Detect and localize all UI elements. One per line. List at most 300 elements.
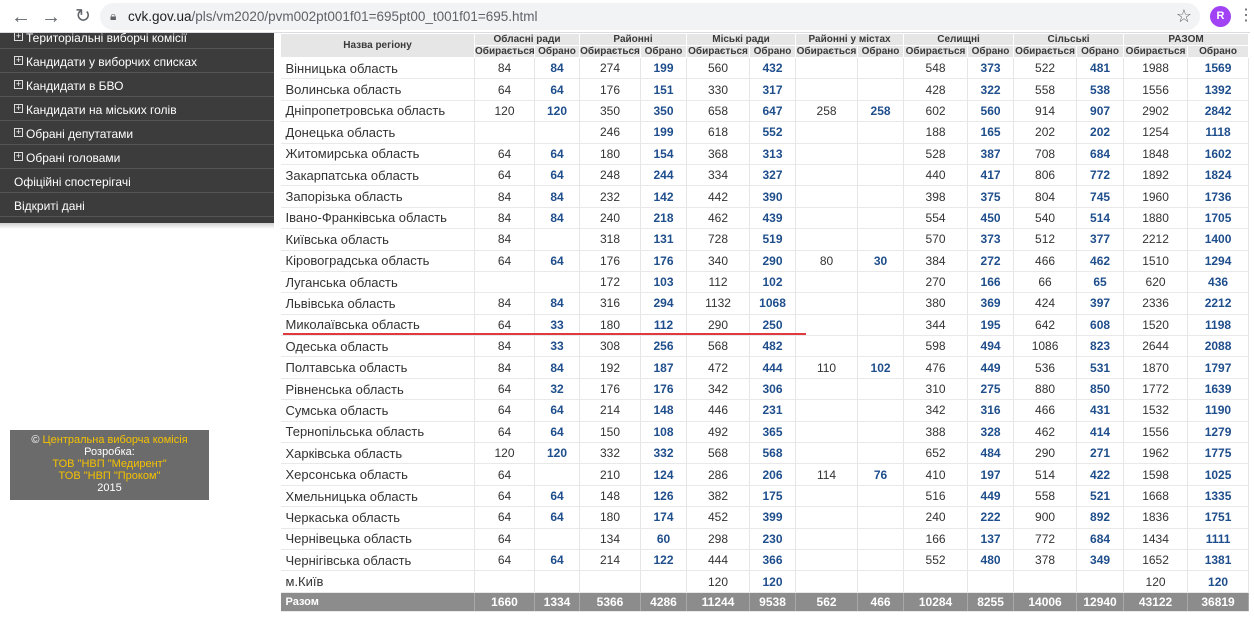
candidates-cell bbox=[904, 571, 968, 592]
region-name: Івано-Франківська область bbox=[281, 207, 475, 228]
elected-cell: 1118 bbox=[1188, 122, 1249, 143]
elected-cell: 122 bbox=[641, 549, 687, 570]
candidates-cell: 286 bbox=[687, 464, 750, 485]
candidates-cell: 1652 bbox=[1124, 549, 1188, 570]
candidates-cell: 298 bbox=[687, 528, 750, 549]
expand-plus-icon[interactable]: + bbox=[15, 55, 22, 66]
table-row bbox=[281, 378, 1249, 399]
elected-cell: 84 bbox=[535, 207, 580, 228]
sub-header-candidates: Обирається bbox=[904, 46, 968, 58]
elected-cell: 328 bbox=[968, 421, 1014, 442]
elected-cell: 349 bbox=[1077, 549, 1124, 570]
elected-cell bbox=[858, 122, 904, 143]
candidates-cell: 728 bbox=[687, 229, 750, 250]
candidates-cell: 512 bbox=[1014, 229, 1077, 250]
candidates-cell: 562 bbox=[796, 592, 858, 611]
elected-cell: 1569 bbox=[1188, 58, 1249, 79]
candidates-cell: 570 bbox=[904, 229, 968, 250]
candidates-cell: 772 bbox=[1014, 528, 1077, 549]
candidates-cell: 410 bbox=[904, 464, 968, 485]
candidates-cell: 310 bbox=[904, 378, 968, 399]
candidates-cell: 240 bbox=[580, 207, 641, 228]
sub-header-elected: Обрано bbox=[968, 46, 1014, 58]
candidates-cell: 64 bbox=[475, 528, 535, 549]
candidates-cell: 240 bbox=[904, 507, 968, 528]
elected-cell: 436 bbox=[1188, 271, 1249, 292]
candidates-cell: 388 bbox=[904, 421, 968, 442]
candidates-cell: 120 bbox=[1124, 571, 1188, 592]
sidebar-item[interactable] bbox=[0, 193, 274, 217]
elected-cell bbox=[535, 229, 580, 250]
elected-cell: 684 bbox=[1077, 143, 1124, 164]
candidates-cell: 2212 bbox=[1124, 229, 1188, 250]
candidates-cell: 466 bbox=[1014, 400, 1077, 421]
candidates-cell: 64 bbox=[475, 164, 535, 185]
elected-cell bbox=[858, 421, 904, 442]
elected-cell: 84 bbox=[535, 293, 580, 314]
table-row bbox=[281, 250, 1249, 271]
elected-cell: 1025 bbox=[1188, 464, 1249, 485]
candidates-cell bbox=[796, 143, 858, 164]
region-name: м.Київ bbox=[281, 571, 475, 592]
candidates-cell: 554 bbox=[904, 207, 968, 228]
candidates-cell: 5366 bbox=[580, 592, 641, 611]
sidebar-item-label: Кандидати на міських голів bbox=[26, 102, 177, 117]
table-row bbox=[281, 143, 1249, 164]
elected-cell: 439 bbox=[750, 207, 796, 228]
elected-cell: 373 bbox=[968, 229, 1014, 250]
candidates-cell: 548 bbox=[904, 58, 968, 79]
candidates-cell: 214 bbox=[580, 549, 641, 570]
bookmark-star-icon[interactable]: ☆ bbox=[1175, 6, 1192, 26]
candidates-cell: 232 bbox=[580, 186, 641, 207]
elected-cell: 1198 bbox=[1188, 314, 1249, 335]
elected-cell: 165 bbox=[968, 122, 1014, 143]
elected-cell: 494 bbox=[968, 336, 1014, 357]
candidates-cell bbox=[475, 122, 535, 143]
elected-cell: 36819 bbox=[1188, 592, 1249, 611]
region-name: Вінницька область bbox=[281, 58, 475, 79]
sidebar-item[interactable] bbox=[0, 169, 274, 193]
candidates-cell bbox=[796, 186, 858, 207]
sub-header-candidates: Обирається bbox=[580, 46, 640, 57]
region-name: Одеська область bbox=[281, 336, 475, 357]
candidates-cell: 440 bbox=[904, 164, 968, 185]
elected-cell: 124 bbox=[641, 464, 687, 485]
candidates-cell: 84 bbox=[475, 186, 535, 207]
candidates-cell: 1598 bbox=[1124, 464, 1188, 485]
elected-cell: 64 bbox=[535, 507, 580, 528]
region-name: Волинська область bbox=[281, 79, 475, 100]
elected-cell: 166 bbox=[968, 271, 1014, 292]
candidates-cell bbox=[475, 571, 535, 592]
elected-cell bbox=[858, 336, 904, 357]
candidates-cell: 308 bbox=[580, 336, 641, 357]
expand-plus-icon[interactable]: + bbox=[15, 31, 22, 42]
candidates-cell bbox=[796, 229, 858, 250]
elected-cell: 84 bbox=[535, 186, 580, 207]
candidates-cell: 84 bbox=[475, 58, 535, 79]
elected-cell: 484 bbox=[968, 443, 1014, 464]
candidates-cell: 914 bbox=[1014, 100, 1077, 121]
sub-header-elected: Обрано bbox=[1077, 46, 1124, 58]
highlight-underline bbox=[283, 333, 806, 335]
elected-cell: 64 bbox=[535, 79, 580, 100]
candidates-cell: 536 bbox=[1014, 357, 1077, 378]
elected-cell bbox=[858, 79, 904, 100]
table-row bbox=[281, 507, 1249, 528]
candidates-cell: 64 bbox=[475, 378, 535, 399]
elected-cell: 377 bbox=[1077, 229, 1124, 250]
elected-cell bbox=[858, 164, 904, 185]
elected-cell: 552 bbox=[750, 122, 796, 143]
candidates-cell: 446 bbox=[687, 400, 750, 421]
candidates-cell: 64 bbox=[475, 79, 535, 100]
elected-cell: 65 bbox=[1077, 271, 1124, 292]
sidebar-item-label: Кандидати у виборчих списках bbox=[26, 54, 197, 69]
sub-header-candidates: Обирається bbox=[1124, 46, 1188, 58]
candidates-cell bbox=[796, 485, 858, 506]
candidates-cell: 1962 bbox=[1124, 443, 1188, 464]
candidates-cell: 342 bbox=[687, 378, 750, 399]
elected-cell: 466 bbox=[858, 592, 904, 611]
elected-cell: 519 bbox=[750, 229, 796, 250]
candidates-cell: 462 bbox=[1014, 421, 1077, 442]
candidates-cell: 516 bbox=[904, 485, 968, 506]
table-row bbox=[281, 271, 1249, 292]
expand-plus-icon[interactable]: + bbox=[15, 103, 22, 114]
elected-cell: 449 bbox=[968, 357, 1014, 378]
candidates-cell bbox=[796, 571, 858, 592]
candidates-cell: 114 bbox=[796, 464, 858, 485]
candidates-cell: 652 bbox=[904, 443, 968, 464]
elected-cell bbox=[858, 443, 904, 464]
elected-cell: 4286 bbox=[641, 592, 687, 611]
candidates-cell bbox=[796, 400, 858, 421]
candidates-cell: 1434 bbox=[1124, 528, 1188, 549]
regions-table bbox=[280, 33, 1249, 612]
elected-cell: 175 bbox=[750, 485, 796, 506]
region-name: Львівська область bbox=[281, 293, 475, 314]
elected-cell: 1111 bbox=[1188, 528, 1249, 549]
candidates-cell: 334 bbox=[687, 164, 750, 185]
candidates-cell: 112 bbox=[687, 271, 750, 292]
copyright-symbol: © bbox=[31, 434, 40, 446]
elected-cell: 1797 bbox=[1188, 357, 1249, 378]
elected-cell bbox=[858, 186, 904, 207]
sidebar-item[interactable] bbox=[0, 49, 274, 73]
group-header: РАЗОМ bbox=[1124, 34, 1249, 46]
candidates-cell: 120 bbox=[475, 100, 535, 121]
candidates-cell: 318 bbox=[580, 229, 641, 250]
elected-cell: 197 bbox=[968, 464, 1014, 485]
sub-header-candidates: Обирається bbox=[1015, 46, 1075, 57]
table-row bbox=[281, 528, 1249, 549]
elected-cell: 271 bbox=[1077, 443, 1124, 464]
elected-cell: 1279 bbox=[1188, 421, 1249, 442]
elected-cell: 199 bbox=[641, 58, 687, 79]
candidates-cell: 880 bbox=[1014, 378, 1077, 399]
expand-plus-icon[interactable]: + bbox=[15, 79, 22, 90]
candidates-cell bbox=[796, 507, 858, 528]
sidebar-item[interactable] bbox=[0, 97, 274, 121]
elected-cell bbox=[858, 507, 904, 528]
elected-cell: 444 bbox=[750, 357, 796, 378]
table-row bbox=[281, 186, 1249, 207]
more-menu-icon[interactable]: ⋮ bbox=[1238, 7, 1254, 24]
elected-cell: 126 bbox=[641, 485, 687, 506]
candidates-cell: 442 bbox=[687, 186, 750, 207]
region-name: Миколаївська область bbox=[281, 314, 475, 335]
elected-cell: 450 bbox=[968, 207, 1014, 228]
elected-cell: 449 bbox=[968, 485, 1014, 506]
candidates-cell: 172 bbox=[580, 271, 641, 292]
sidebar-item-label: Обрані головами bbox=[26, 150, 121, 165]
elected-cell: 431 bbox=[1077, 400, 1124, 421]
table-row bbox=[281, 336, 1249, 357]
elected-cell: 102 bbox=[858, 357, 904, 378]
candidates-cell: 598 bbox=[904, 336, 968, 357]
elected-cell: 414 bbox=[1077, 421, 1124, 442]
elected-cell: 176 bbox=[641, 378, 687, 399]
profile-avatar[interactable]: R bbox=[1210, 6, 1231, 27]
candidates-cell: 84 bbox=[475, 293, 535, 314]
elected-cell: 272 bbox=[968, 250, 1014, 271]
elected-cell: 313 bbox=[750, 143, 796, 164]
elected-cell: 2212 bbox=[1188, 293, 1249, 314]
elected-cell bbox=[858, 378, 904, 399]
candidates-cell: 462 bbox=[687, 207, 750, 228]
results-panel bbox=[280, 33, 1250, 623]
expand-plus-icon[interactable]: + bbox=[15, 127, 22, 138]
sidebar-item[interactable] bbox=[0, 145, 274, 169]
candidates-cell: 342 bbox=[904, 400, 968, 421]
candidates-cell: 1520 bbox=[1124, 314, 1188, 335]
candidates-cell: 1086 bbox=[1014, 336, 1077, 357]
elected-cell: 560 bbox=[968, 100, 1014, 121]
candidates-cell: 2336 bbox=[1124, 293, 1188, 314]
elected-cell: 137 bbox=[968, 528, 1014, 549]
elected-cell: 32 bbox=[535, 378, 580, 399]
group-header: Районні у містах bbox=[796, 34, 904, 46]
elected-cell: 195 bbox=[968, 314, 1014, 335]
candidates-cell: 1132 bbox=[687, 293, 750, 314]
candidates-cell: 214 bbox=[580, 400, 641, 421]
candidates-cell: 64 bbox=[475, 464, 535, 485]
elected-cell bbox=[858, 271, 904, 292]
elected-cell bbox=[858, 293, 904, 314]
elected-cell: 64 bbox=[535, 485, 580, 506]
candidates-cell: 176 bbox=[580, 250, 641, 271]
elected-cell: 684 bbox=[1077, 528, 1124, 549]
elected-cell: 1736 bbox=[1188, 186, 1249, 207]
candidates-cell: 66 bbox=[1014, 271, 1077, 292]
candidates-cell: 558 bbox=[1014, 79, 1077, 100]
elected-cell: 103 bbox=[641, 271, 687, 292]
sidebar-item-label: Відкриті дані bbox=[14, 198, 85, 213]
group-header: Міські ради bbox=[687, 34, 796, 46]
candidates-cell: 10284 bbox=[904, 592, 968, 611]
elected-cell bbox=[858, 571, 904, 592]
table-row bbox=[281, 122, 1249, 143]
candidates-cell: 806 bbox=[1014, 164, 1077, 185]
sidebar-item-label: Обрані депутатами bbox=[26, 126, 134, 141]
elected-cell: 148 bbox=[641, 400, 687, 421]
region-name: Тернопільська область bbox=[281, 421, 475, 442]
candidates-cell: 1880 bbox=[1124, 207, 1188, 228]
candidates-cell bbox=[796, 421, 858, 442]
table-row bbox=[281, 293, 1249, 314]
candidates-cell: 1660 bbox=[475, 592, 535, 611]
region-name: Черкаська область bbox=[281, 507, 475, 528]
total-row bbox=[281, 592, 1249, 611]
elected-cell: 120 bbox=[1188, 571, 1249, 592]
elected-cell bbox=[535, 271, 580, 292]
elected-cell: 258 bbox=[858, 100, 904, 121]
region-name: Луганська область bbox=[281, 271, 475, 292]
elected-cell: 892 bbox=[1077, 507, 1124, 528]
elected-cell: 131 bbox=[641, 229, 687, 250]
region-name: Дніпропетровська область bbox=[281, 100, 475, 121]
forward-arrow-icon[interactable]: → bbox=[41, 6, 61, 28]
candidates-cell: 620 bbox=[1124, 271, 1188, 292]
elected-cell: 322 bbox=[968, 79, 1014, 100]
table-row bbox=[281, 421, 1249, 442]
candidates-cell bbox=[796, 443, 858, 464]
candidates-cell: 1870 bbox=[1124, 357, 1188, 378]
elected-cell: 1335 bbox=[1188, 485, 1249, 506]
group-header: Сільські bbox=[1014, 34, 1124, 46]
elected-cell: 1068 bbox=[750, 293, 796, 314]
candidates-cell: 658 bbox=[687, 100, 750, 121]
candidates-cell: 180 bbox=[580, 143, 641, 164]
candidates-cell: 514 bbox=[1014, 464, 1077, 485]
candidates-cell: 202 bbox=[1014, 122, 1077, 143]
table-row bbox=[281, 549, 1249, 570]
candidates-cell: 368 bbox=[687, 143, 750, 164]
region-name: Сумська область bbox=[281, 400, 475, 421]
sidebar-item[interactable] bbox=[0, 25, 274, 49]
sub-header-candidates: Обирається bbox=[796, 46, 857, 57]
elected-cell: 33 bbox=[535, 314, 580, 335]
elected-cell: 1775 bbox=[1188, 443, 1249, 464]
candidates-cell: 568 bbox=[687, 443, 750, 464]
elected-cell: 174 bbox=[641, 507, 687, 528]
elected-cell bbox=[858, 143, 904, 164]
elected-cell: 568 bbox=[750, 443, 796, 464]
candidates-cell: 270 bbox=[904, 271, 968, 292]
credits-dev-2[interactable]: ТОВ "НВП "Проком" bbox=[58, 470, 161, 482]
elected-cell: 64 bbox=[535, 400, 580, 421]
candidates-cell: 84 bbox=[475, 336, 535, 357]
candidates-cell: 64 bbox=[475, 421, 535, 442]
region-name: Харківська область bbox=[281, 443, 475, 464]
elected-cell: 850 bbox=[1077, 378, 1124, 399]
elected-cell: 8255 bbox=[968, 592, 1014, 611]
elected-cell: 432 bbox=[750, 58, 796, 79]
elected-cell: 373 bbox=[968, 58, 1014, 79]
candidates-cell: 290 bbox=[1014, 443, 1077, 464]
sub-header-elected: Обрано bbox=[641, 46, 687, 58]
candidates-cell bbox=[796, 164, 858, 185]
sidebar-menu bbox=[0, 30, 274, 223]
elected-cell: 112 bbox=[641, 314, 687, 335]
candidates-cell: 1848 bbox=[1124, 143, 1188, 164]
elected-cell: 327 bbox=[750, 164, 796, 185]
sidebar-item[interactable] bbox=[0, 121, 274, 145]
candidates-cell bbox=[475, 271, 535, 292]
elected-cell: 1639 bbox=[1188, 378, 1249, 399]
candidates-cell: 466 bbox=[1014, 250, 1077, 271]
elected-cell: 1381 bbox=[1188, 549, 1249, 570]
lock-icon[interactable]: 🔒︎ bbox=[110, 9, 117, 23]
table-row bbox=[281, 485, 1249, 506]
candidates-cell: 166 bbox=[904, 528, 968, 549]
candidates-cell: 246 bbox=[580, 122, 641, 143]
expand-plus-icon[interactable]: + bbox=[15, 151, 22, 162]
reload-icon[interactable]: ↻ bbox=[75, 6, 91, 27]
candidates-cell: 148 bbox=[580, 485, 641, 506]
elected-cell: 120 bbox=[535, 100, 580, 121]
candidates-cell: 110 bbox=[796, 357, 858, 378]
elected-cell: 230 bbox=[750, 528, 796, 549]
back-arrow-icon[interactable]: ← bbox=[11, 6, 31, 28]
candidates-cell: 330 bbox=[687, 79, 750, 100]
group-header: Районні bbox=[580, 34, 687, 46]
candidates-cell: 80 bbox=[796, 250, 858, 271]
total-label: Разом bbox=[281, 592, 475, 611]
elected-cell: 397 bbox=[1077, 293, 1124, 314]
elected-cell bbox=[641, 571, 687, 592]
elected-cell bbox=[858, 229, 904, 250]
elected-cell bbox=[1077, 571, 1124, 592]
elected-cell: 417 bbox=[968, 164, 1014, 185]
candidates-cell: 84 bbox=[475, 207, 535, 228]
table-row bbox=[281, 207, 1249, 228]
elected-cell: 120 bbox=[750, 571, 796, 592]
candidates-cell: 134 bbox=[580, 528, 641, 549]
elected-cell bbox=[858, 314, 904, 335]
candidates-cell: 618 bbox=[687, 122, 750, 143]
candidates-cell: 398 bbox=[904, 186, 968, 207]
sidebar-item[interactable] bbox=[0, 73, 274, 97]
candidates-cell: 188 bbox=[904, 122, 968, 143]
candidates-cell: 176 bbox=[580, 79, 641, 100]
candidates-cell: 344 bbox=[904, 314, 968, 335]
elected-cell: 350 bbox=[641, 100, 687, 121]
elected-cell: 462 bbox=[1077, 250, 1124, 271]
table-row bbox=[281, 79, 1249, 100]
candidates-cell: 332 bbox=[580, 443, 641, 464]
candidates-cell bbox=[796, 271, 858, 292]
table-row bbox=[281, 571, 1249, 592]
candidates-cell: 64 bbox=[475, 250, 535, 271]
region-name: Донецька область bbox=[281, 122, 475, 143]
cvk-link[interactable]: Центральна виборча комісія bbox=[42, 434, 188, 446]
candidates-cell: 444 bbox=[687, 549, 750, 570]
candidates-cell bbox=[796, 528, 858, 549]
candidates-cell: 210 bbox=[580, 464, 641, 485]
elected-cell: 482 bbox=[750, 336, 796, 357]
candidates-cell bbox=[796, 549, 858, 570]
candidates-cell: 382 bbox=[687, 485, 750, 506]
credits-dev-1[interactable]: ТОВ "НВП "Медирент" bbox=[52, 458, 167, 470]
candidates-cell: 540 bbox=[1014, 207, 1077, 228]
elected-cell: 64 bbox=[535, 164, 580, 185]
table-row bbox=[281, 357, 1249, 378]
table-group-header bbox=[281, 34, 1249, 46]
elected-cell: 480 bbox=[968, 549, 1014, 570]
